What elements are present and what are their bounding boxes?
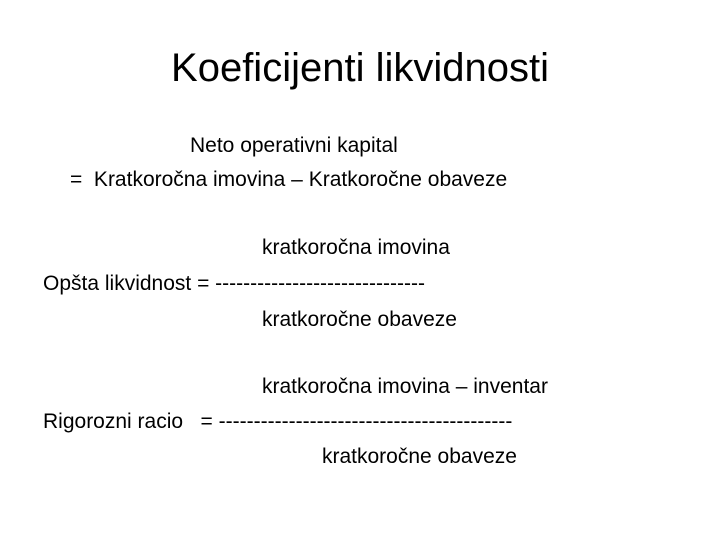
general-liquidity-denominator: kratkoročne obaveze (262, 308, 457, 331)
quick-ratio-numerator: kratkoročna imovina – inventar (262, 375, 548, 398)
net-working-capital-label: Neto operativni kapital (190, 134, 398, 157)
general-liquidity-numerator: kratkoročna imovina (262, 236, 450, 259)
quick-ratio-denominator: kratkoročne obaveze (322, 445, 517, 468)
net-working-capital-formula: = Kratkoročna imovina – Kratkoročne obaveze (70, 168, 508, 191)
general-liquidity-label: Opšta likvidnost = ------------------------------ (43, 272, 425, 295)
quick-ratio-label: Rigorozni racio = ------------------------------------------ (43, 410, 513, 433)
slide-title: Koeficijenti likvidnosti (171, 46, 549, 90)
